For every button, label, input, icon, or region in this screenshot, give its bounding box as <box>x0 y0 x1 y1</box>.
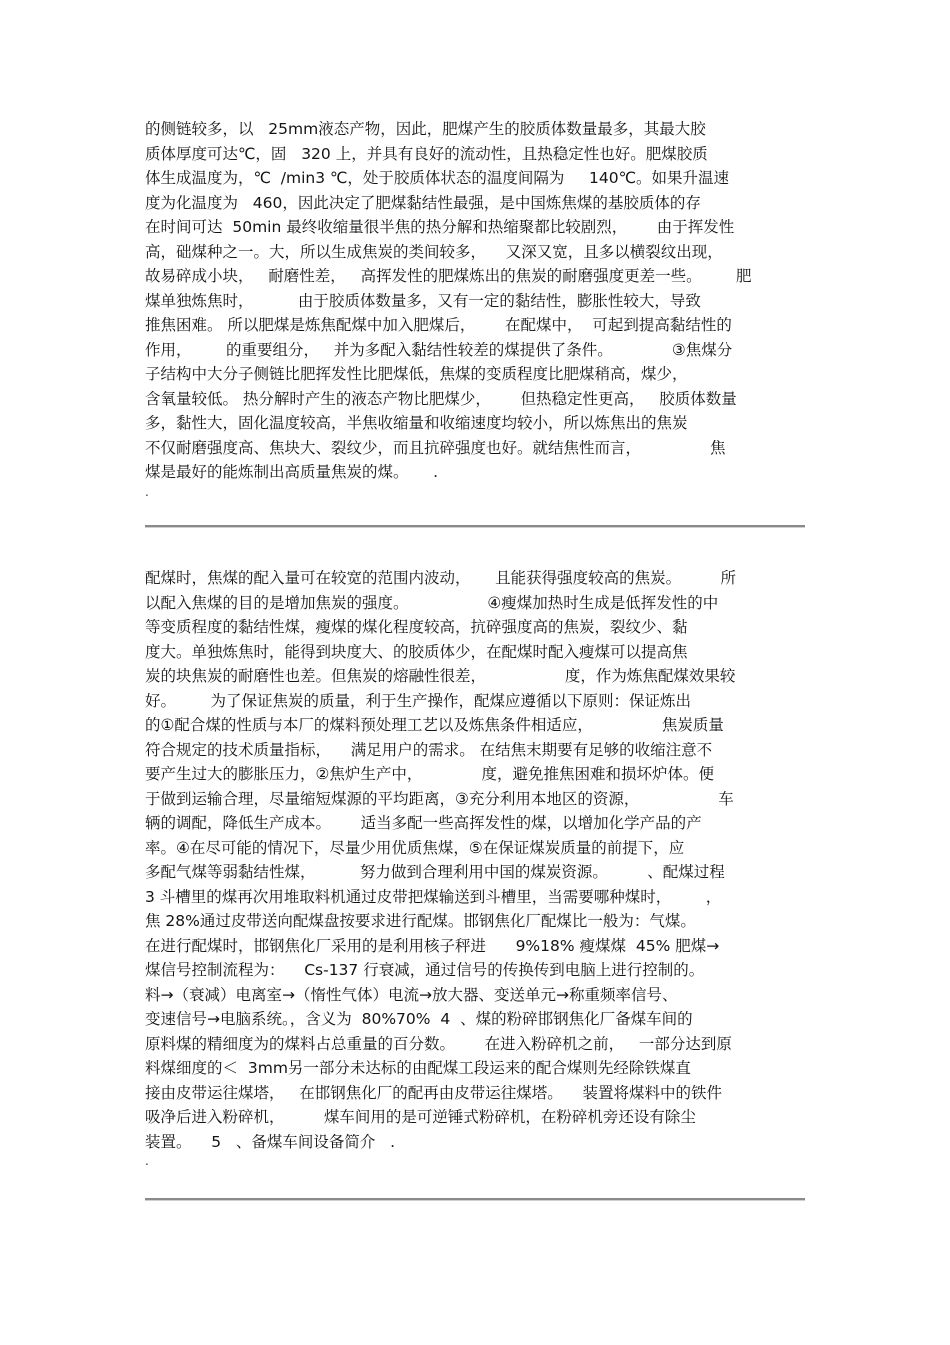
text-line: 不仅耐磨强度高、焦块大、裂纹少，而且抗碎强度也好。就结焦性而言， 焦 <box>145 438 726 457</box>
text-line: 的侧链较多，以 25mm液态产物，因此，肥煤产生的胶质体数量最多，其最大胶 <box>145 120 706 138</box>
text-line: 多配气煤等弱黏结性煤， 努力做到合理利用中国的煤炭资源。 、配煤过程 <box>145 863 725 881</box>
text-line: 故易碎成小块， 耐磨性差， 高挥发性的肥煤炼出的焦炭的耐磨强度更差一些。 肥 <box>145 267 752 285</box>
page-divider-1 <box>145 525 805 527</box>
text-line: 度大。单独炼焦时，能得到块度大、的胶质体少，在配煤时配入瘦煤可以提高焦 <box>145 642 688 661</box>
text-line: 符合规定的技术质量指标， 满足用户的需求。 在结焦末期要有足够的收缩注意不 <box>145 740 713 759</box>
text-line: 率。④在尽可能的情况下，尽量少用优质焦煤，⑤在保证煤炭质量的前提下，应 <box>145 838 685 857</box>
text-line: 多，黏性大，固化温度较高，半焦收缩量和收缩速度均较小，所以炼焦出的焦炭 <box>145 414 688 432</box>
text-line: 度为化温度为 460，因此决定了肥煤黏结性最强，是中国炼焦煤的基胶质体的存 <box>145 193 701 212</box>
text-line: 3 斗槽里的煤再次用堆取料机通过皮带把煤输送到斗槽里，当需要哪种煤时， ， <box>145 887 722 906</box>
text-line: 变速信号→电脑系统。，含义为 80%70% 4 、煤的粉碎邯钢焦化厂备煤车间的 <box>145 1010 693 1028</box>
text-line: 配煤时，焦煤的配入量可在较宽的范围内波动， 且能获得强度较高的焦炭。 所 <box>145 569 737 587</box>
text-line: 焦 28%通过皮带送向配煤盘按要求进行配煤。邯钢焦化厂配煤比一般为：气煤。 <box>145 912 696 930</box>
page-end-mark: . <box>145 1154 149 1168</box>
text-line: 料煤细度的＜ 3mm另一部分未达标的由配煤工段运来的配合煤则先经除铁煤直 <box>145 1059 691 1077</box>
text-line: 吸净后进入粉碎机， 煤车间用的是可逆锤式粉碎机，在粉碎机旁还设有除尘 <box>145 1108 696 1126</box>
text-line: 好。 为了保证焦炭的质量，利于生产操作，配煤应遵循以下原则：保证炼出 <box>145 691 691 710</box>
text-line: 在时间可达 50min 最终收缩量很半焦的热分解和热缩聚都比较剧烈， 由于挥发性 <box>145 218 735 236</box>
text-line: 以配入焦煤的目的是增加焦炭的强度。 ④瘦煤加热时生成是低挥发性的中 <box>145 593 719 612</box>
text-line: 料→（衰减）电离室→（惰性气体）电流→放大器、变送单元→称重频率信号、 <box>145 985 678 1004</box>
text-line: 炭的块焦炭的耐磨性也差。但焦炭的熔融性很差， 度，作为炼焦配煤效果较 <box>145 667 736 685</box>
text-line: 等变质程度的黏结性煤，瘦煤的煤化程度较高，抗碎强度高的焦炭，裂纹少、黏 <box>145 618 688 636</box>
text-line: 的①配合煤的性质与本厂的煤料预处理工艺以及炼焦条件相适应， 焦炭质量 <box>145 716 724 734</box>
text-block-1 <box>145 117 805 499</box>
text-line: 子结构中大分子侧链比肥挥发性比肥煤低，焦煤的变质程度比肥煤稍高，煤少， <box>145 365 688 383</box>
text-line: 要产生过大的膨胀压力，②焦炉生产中， 度，避免推焦困难和损坏炉体。便 <box>145 765 715 783</box>
text-line: 体生成温度为，℃ /min3 ℃，处于胶质体状态的温度间隔为 140℃。如果升温速 <box>145 169 730 187</box>
page-end-mark: . <box>145 484 149 499</box>
text-line: 含氧量较低。 热分解时产生的液态产物比肥煤少， 但热稳定性更高， 胶质体数量 <box>145 389 737 408</box>
text-line: 于做到运输合理，尽量缩短煤源的平均距离，③充分利用本地区的资源， 车 <box>145 789 734 808</box>
text-line: 质体厚度可达℃，固 320 上，并具有良好的流动性，且热稳定性也好。肥煤胶质 <box>145 144 708 163</box>
text-line: 高，础煤种之一。大，所以生成焦炭的类间较多， 又深又宽，且多以横裂纹出现， <box>145 242 723 261</box>
text-line: 原料煤的精细度为的煤料占总重量的百分数。 在进入粉碎机之前， 一部分达到原 <box>145 1034 732 1053</box>
text-line: 辆的调配，降低生产成本。 适当多配一些高挥发性的煤，以增加化学产品的产 <box>145 814 702 832</box>
text-block-2 <box>145 566 805 1168</box>
page-divider-2 <box>145 1198 805 1200</box>
text-line: 推焦困难。 所以肥煤是炼焦配煤中加入肥煤后， 在配煤中， 可起到提高黏结性的 <box>145 316 732 334</box>
text-line: 装置。 5 、备煤车间设备简介 . <box>145 1132 396 1151</box>
text-line: 煤信号控制流程为： Cs-137 行衰减，通过信号的传换传到电脑上进行控制的。 <box>145 961 705 979</box>
text-line: 作用， 的重要组分， 并为多配入黏结性较差的煤提供了条件。 ③焦煤分 <box>145 340 733 359</box>
text-line: 接由皮带运往煤塔， 在邯钢焦化厂的配再由皮带运往煤塔。 装置将煤料中的铁件 <box>145 1083 722 1102</box>
text-line: 煤单独炼焦时， 由于胶质体数量多，又有一定的黏结性，膨胀性较大，导致 <box>145 291 701 310</box>
text-line: 煤是最好的能炼制出高质量焦炭的煤。 . <box>145 463 439 481</box>
text-line: 在进行配煤时，邯钢焦化厂采用的是利用核子秤进 9%18% 瘦煤煤 45% 肥煤→ <box>145 936 720 955</box>
